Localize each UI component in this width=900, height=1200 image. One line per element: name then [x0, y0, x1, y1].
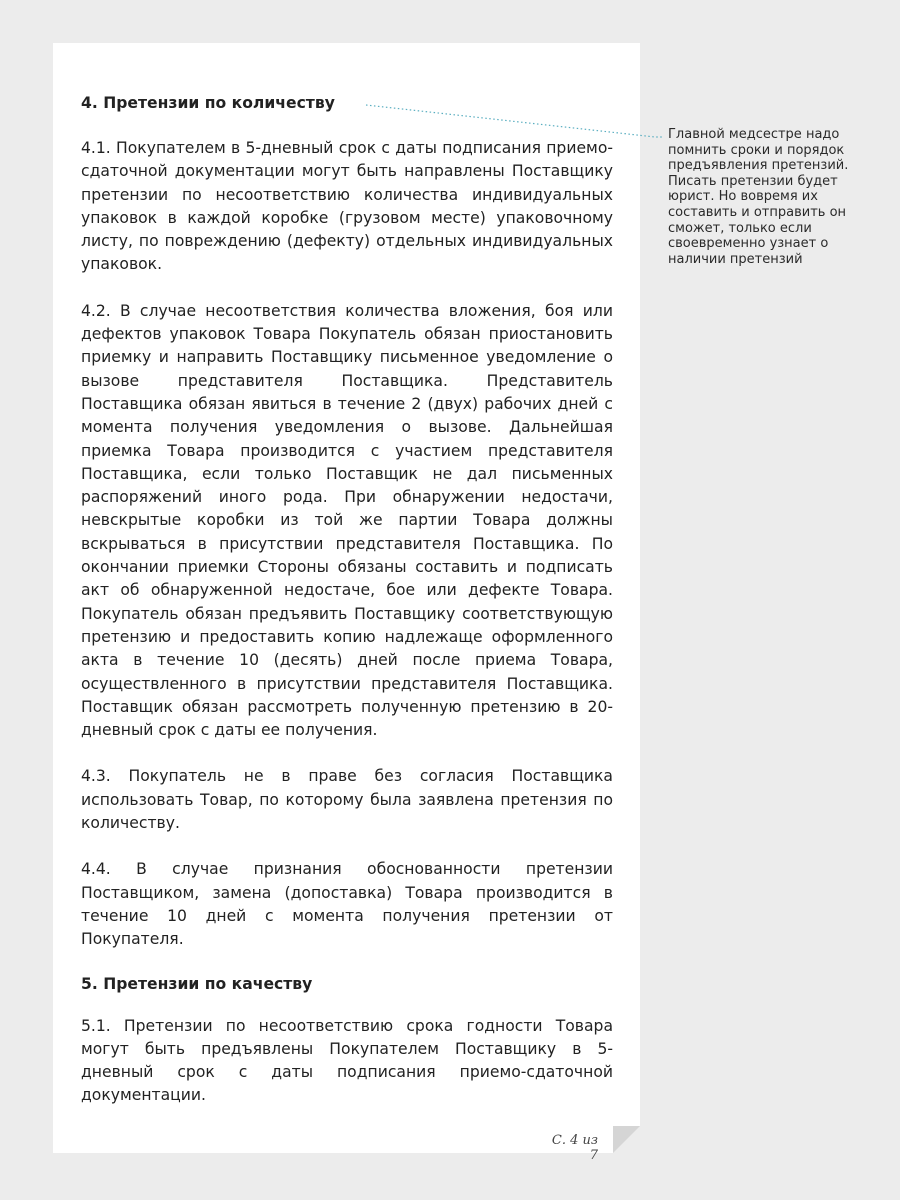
clause-5-1: 5.1. Претензии по несоответствию срока годности Товара могут быть предъявлены Покупателем Поставщику в 5-дневный срок с даты подписания приемо-сдаточной документации. [81, 1016, 613, 1105]
document-body [81, 90, 613, 1108]
clause-4-3: 4.3. Покупатель не в праве без согласия Поставщика использовать Товар, по которому была заявлена претензия по количеству. [81, 767, 613, 833]
page-number: С. 4 из 7 [551, 1133, 598, 1163]
margin-annotation: Главной медсестре надо помнить сроки и порядок предъявления претензий. Писать претензии будет юрист. Но вовремя их составить и отправить он сможет, только если своевременно узнает о наличии претензий [668, 127, 849, 267]
clause-4-4: 4.4. В случае признания обоснованности претензии Поставщиком, замена (допоставка) Товара производится в течение 10 дней с момента получения претензии от Покупателя. [81, 860, 613, 949]
page-curl-corner [613, 1126, 640, 1153]
section-heading-quantity: 4. Претензии по количеству [81, 94, 335, 112]
clause-4-2: 4.2. В случае несоответствия количества вложения, боя или дефектов упаковок Товара Покупатель обязан приостановить приемку и направить Поставщику письменное уведомление о вызове представителя Поставщика. Представитель Поставщика обязан явиться в течение 2 (двух) рабочих дней с момента получения уведомления о вызове. Дальнейшая приемка Товара производится с участием представителя Поставщика, если только Поставщик не дал письменных распоряжений иного рода. При обнаружении недостачи, невскрытые коробки из той же партии Товара должны вскрываться в присутствии представителя Поставщика. По окончании приемки Стороны обязаны составить и подписать акт об обнаруженной недостаче, бое или дефекте Товара. Покупатель обязан предъявить Поставщику соответствующую претензию и предоставить копию надлежаще оформленного акта в течение 10 (десять) дней после приема Товара, осуществленного в присутствии представителя Поставщика. Поставщик обязан рассмотреть полученную претензию в 20-дневный срок с даты ее получения. [81, 301, 613, 740]
clause-4-1: 4.1. Покупателем в 5-дневный срок с даты подписания приемо-сдаточной документации могут быть направлены Поставщику претензии по несоответствию количества индивидуальных упаковок в каждой коробке (грузовом месте) упаковочному листу, по повреждению (дефекту) отдельных индивидуальных упаковок. [81, 139, 613, 274]
section-heading-quality: 5. Претензии по качеству [81, 974, 313, 993]
